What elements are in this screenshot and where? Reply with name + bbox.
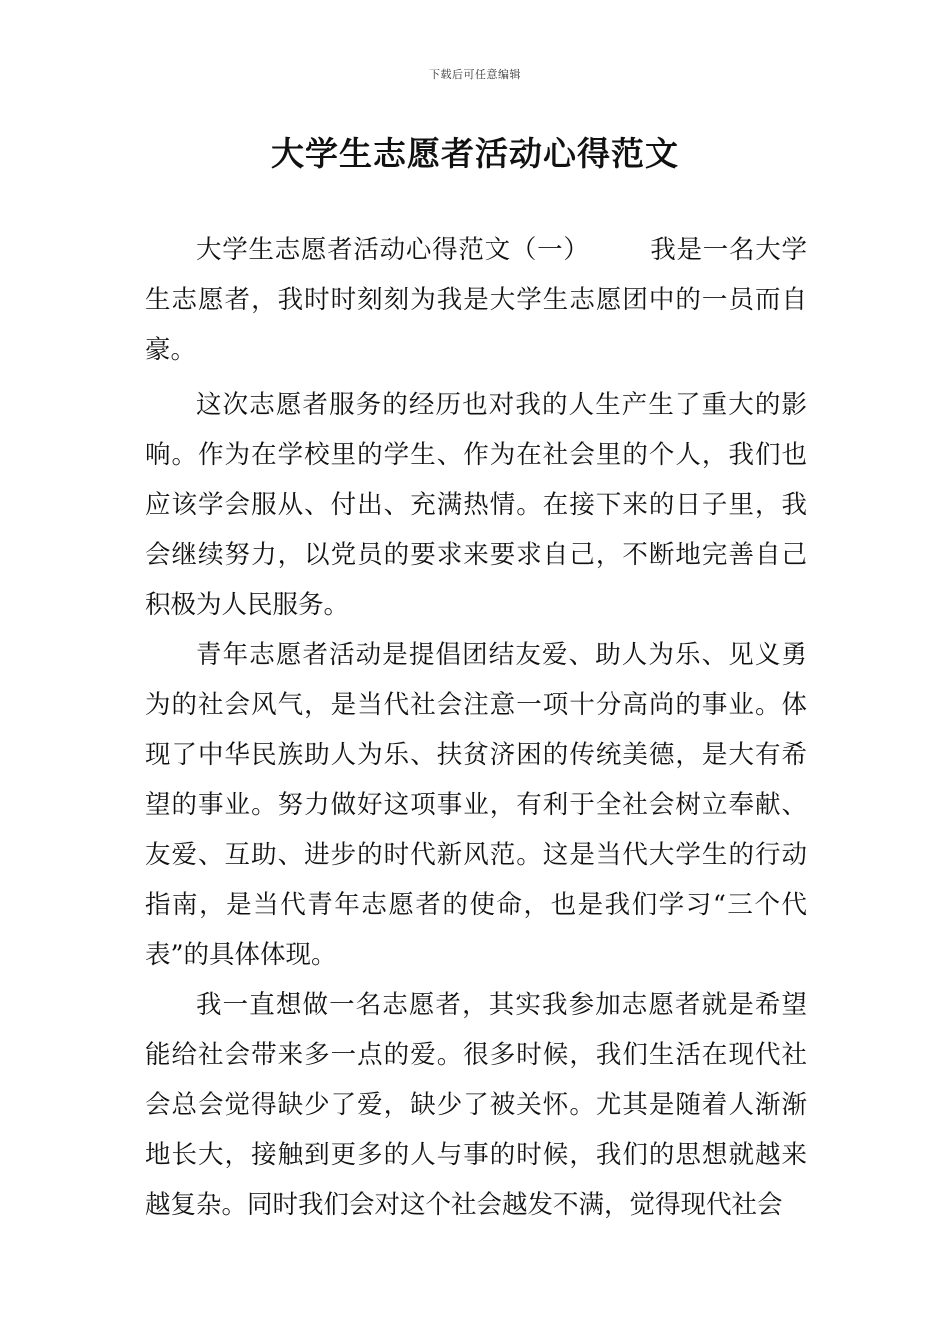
page-title: 大学生志愿者活动心得范文 xyxy=(271,134,679,173)
paragraph-1-text: 我是一名大学生志愿者，我时时刻刻为我是大学生志愿团中的一员而自豪。 xyxy=(145,235,807,365)
document-body xyxy=(145,225,807,1230)
paragraph-1 xyxy=(145,225,807,375)
intro-heading: 大学生志愿者活动心得范文（一） xyxy=(196,235,590,265)
header-note: 下载后可任意编辑 xyxy=(429,68,521,81)
paragraph-4: 我一直想做一名志愿者，其实我参加志愿者就是希望能给社会带来多一点的爱。很多时候，我们生活在现代社会总会觉得缺少了爱，缺少了被关怀。尤其是随着人渐渐地长大，接触到更多的人与事的时候，我们的思想就越来越复杂。同时我们会对这个社会越发不满，觉得现代社会 xyxy=(145,990,807,1220)
paragraph-3: 青年志愿者活动是提倡团结友爱、助人为乐、见义勇为的社会风气，是当代社会注意一项十分高尚的事业。体现了中华民族助人为乐、扶贫济困的传统美德，是大有希望的事业。努力做好这项事业，有利于全社会树立奉献、友爱、互助、进步的时代新风范。这是当代大学生的行动指南，是当代青年志愿者的使命，也是我们学习“三个代表”的具体体现。 xyxy=(145,640,807,970)
paragraph-2: 这次志愿者服务的经历也对我的人生产生了重大的影响。作为在学校里的学生、作为在社会里的个人，我们也应该学会服从、付出、充满热情。在接下来的日子里，我会继续努力，以党员的要求来要求自己，不断地完善自己积极为人民服务。 xyxy=(145,390,807,620)
